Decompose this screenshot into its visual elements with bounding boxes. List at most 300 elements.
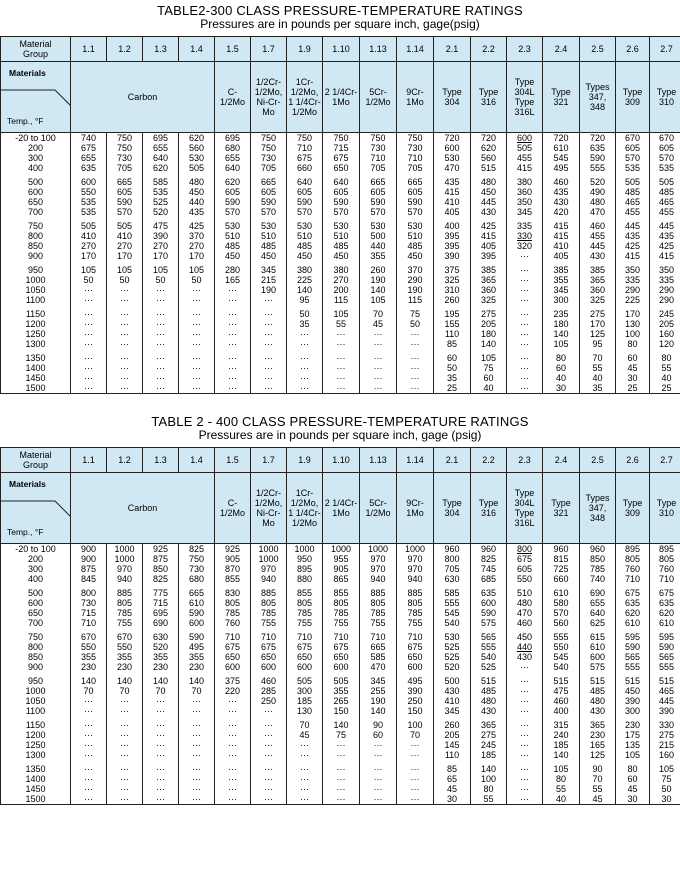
pressure-value: 640: [580, 608, 615, 618]
pressure-value: ···: [215, 295, 250, 305]
pressure-value: 755: [323, 618, 359, 628]
pressure-value: ···: [179, 740, 214, 750]
pressure-value: 635: [650, 598, 680, 608]
group-number: 2.4: [543, 37, 580, 62]
pressure-column: [71, 544, 107, 805]
material-group-label: Group: [1, 460, 70, 470]
pressure-value: 105: [616, 750, 649, 760]
pressure-value: 755: [287, 618, 322, 628]
pressure-value: ···: [323, 373, 359, 383]
pressure-value: ···: [71, 750, 106, 760]
pressure-value: 580: [543, 598, 579, 608]
pressure-value: 45: [360, 319, 396, 329]
pressure-value: ···: [107, 750, 142, 760]
pressure-value: 430: [471, 706, 506, 716]
pressure-value: 555: [543, 632, 579, 642]
pressure-value: 470: [434, 163, 470, 173]
pressure-value: 30: [616, 373, 649, 383]
pressure-value: 450: [616, 686, 649, 696]
pressure-value: ···: [251, 730, 286, 740]
pressure-value: 70: [107, 686, 142, 696]
pressure-value: 390: [650, 706, 680, 716]
pressure-value: 335: [616, 275, 649, 285]
material-name-line: 348: [580, 102, 615, 112]
pressure-value: 105: [107, 265, 142, 275]
pressure-column: [179, 544, 215, 805]
pressure-value: 960: [580, 544, 615, 554]
pressure-value: 620: [179, 133, 214, 143]
pressure-value: 425: [471, 221, 506, 231]
pressure-value: 725: [543, 564, 579, 574]
pressure-value: 485: [650, 187, 680, 197]
pressure-value: ···: [323, 784, 359, 794]
pressure-value: 515: [650, 676, 680, 686]
pressure-value: 570: [543, 608, 579, 618]
pressure-value: 675: [507, 554, 542, 564]
pressure-value: 140: [471, 764, 506, 774]
material-name: [360, 473, 397, 544]
pressure-value: 100: [397, 720, 433, 730]
group-number: 1.5: [215, 37, 251, 62]
pressure-value: 485: [616, 187, 649, 197]
group-number: 1.3: [143, 448, 179, 473]
pressure-value: 805: [107, 598, 142, 608]
pressure-value: 485: [580, 686, 615, 696]
material-name-line: 1Cr-: [287, 77, 322, 87]
pressure-value: 395: [471, 251, 506, 261]
pressure-value: ···: [143, 720, 178, 730]
temperature-value: 750: [1, 632, 70, 642]
pressure-value: 345: [251, 265, 286, 275]
ratings-data-row: [1, 544, 680, 805]
pressure-column: [215, 133, 251, 394]
temperature-value: 950: [1, 265, 70, 275]
pressure-value: 530: [397, 221, 433, 231]
pressure-value: ···: [215, 706, 250, 716]
pressure-value: 195: [434, 309, 470, 319]
pressure-value: 665: [251, 177, 286, 187]
pressure-value: 75: [650, 774, 680, 784]
pressure-value: 485: [215, 241, 250, 251]
pressure-value: 850: [580, 554, 615, 564]
pressure-value: 640: [215, 163, 250, 173]
pressure-value: 535: [616, 163, 649, 173]
group-number: 2.5: [580, 37, 616, 62]
pressure-value: 300: [543, 295, 579, 305]
pressure-value: 460: [580, 221, 615, 231]
pressure-value: 785: [323, 608, 359, 618]
pressure-value: 570: [616, 153, 649, 163]
pressure-value: 825: [179, 544, 214, 554]
material-name-line: Mo: [251, 107, 286, 117]
material-name-line: 1Cr-: [287, 488, 322, 498]
pressure-value: 570: [215, 207, 250, 217]
pressure-value: 290: [650, 295, 680, 305]
pressure-value: ···: [215, 784, 250, 794]
pressure-value: ···: [179, 720, 214, 730]
pressure-value: 805: [323, 598, 359, 608]
pressure-value: 410: [434, 197, 470, 207]
pressure-value: 610: [616, 618, 649, 628]
pressure-value: 425: [616, 241, 649, 251]
pressure-value: ···: [107, 373, 142, 383]
pressure-value: 410: [107, 231, 142, 241]
pressure-value: 635: [471, 588, 506, 598]
pressure-value: 530: [287, 221, 322, 231]
material-name-line: Ni-Cr-: [251, 508, 286, 518]
pressure-value: ···: [107, 730, 142, 740]
material-name-line: 347,: [580, 92, 615, 102]
pressure-value: 575: [580, 662, 615, 672]
material-name-line: 1/2Mo: [287, 518, 322, 528]
pressure-value: 530: [434, 632, 470, 642]
pressure-value: 510: [323, 231, 359, 241]
pressure-value: 45: [616, 363, 649, 373]
pressure-column: [543, 544, 580, 805]
pressure-value: ···: [507, 383, 542, 393]
pressure-value: ···: [71, 373, 106, 383]
material-name: [360, 62, 397, 133]
pressure-value: 445: [650, 221, 680, 231]
pressure-value: 150: [323, 706, 359, 716]
pressure-value: 415: [543, 231, 579, 241]
material-name: [251, 473, 287, 544]
pressure-value: 730: [107, 153, 142, 163]
pressure-value: 60: [471, 373, 506, 383]
pressure-value: ···: [71, 353, 106, 363]
pressure-value: 360: [507, 187, 542, 197]
temperature-value: 1200: [1, 730, 70, 740]
pressure-value: ···: [397, 339, 433, 349]
pressure-value: 675: [616, 588, 649, 598]
pressure-value: 425: [650, 241, 680, 251]
material-name: [471, 62, 507, 133]
pressure-value: 450: [471, 187, 506, 197]
pressure-value: 50: [287, 309, 322, 319]
pressure-value: 940: [397, 574, 433, 584]
pressure-value: ···: [71, 696, 106, 706]
pressure-value: 970: [397, 554, 433, 564]
temperature-value: 1150: [1, 720, 70, 730]
temperature-value: 1450: [1, 373, 70, 383]
pressure-value: 415: [616, 251, 649, 261]
pressure-value: ···: [251, 720, 286, 730]
pressure-value: 45: [580, 794, 615, 804]
pressure-value: ···: [507, 295, 542, 305]
pressure-value: 665: [360, 177, 396, 187]
pressure-column: [471, 544, 507, 805]
pressure-column: [323, 133, 360, 394]
pressure-value: 605: [287, 187, 322, 197]
temperature-value: -20 to 100: [1, 544, 70, 554]
material-name-line: 309: [616, 97, 649, 107]
pressure-value: 545: [434, 608, 470, 618]
group-number: 1.3: [143, 37, 179, 62]
pressure-value: 805: [397, 598, 433, 608]
pressure-value: 55: [471, 794, 506, 804]
material-name-line: 310: [650, 97, 680, 107]
pressure-value: 730: [360, 143, 396, 153]
pressure-value: 85: [434, 339, 470, 349]
pressure-value: 695: [143, 608, 178, 618]
pressure-value: 240: [543, 730, 579, 740]
material-name: [287, 62, 323, 133]
pressure-value: 540: [434, 618, 470, 628]
pressure-value: 140: [360, 285, 396, 295]
pressure-value: 600: [215, 662, 250, 672]
pressure-value: 90: [580, 764, 615, 774]
pressure-value: 355: [323, 686, 359, 696]
pressure-column: [580, 544, 616, 805]
pressure-value: 590: [251, 197, 286, 207]
material-name-line: 1Mo: [397, 508, 433, 518]
pressure-value: 875: [71, 564, 106, 574]
pressure-value: 455: [580, 231, 615, 241]
pressure-value: 70: [397, 730, 433, 740]
pressure-value: ···: [507, 275, 542, 285]
pressure-value: ···: [360, 750, 396, 760]
pressure-value: 260: [360, 265, 396, 275]
pressure-value: 105: [543, 764, 579, 774]
pressure-column: [215, 544, 251, 805]
pressure-value: 675: [397, 642, 433, 652]
pressure-value: 360: [580, 285, 615, 295]
pressure-value: 710: [397, 632, 433, 642]
pressure-value: 345: [507, 207, 542, 217]
temperature-value: 200: [1, 143, 70, 153]
pressure-value: ···: [107, 309, 142, 319]
pressure-value: 715: [323, 143, 359, 153]
pressure-value: ···: [179, 696, 214, 706]
group-number: 2.1: [434, 37, 471, 62]
pressure-value: 255: [360, 686, 396, 696]
pressure-value: 55: [650, 363, 680, 373]
pressure-value: 40: [543, 373, 579, 383]
pressure-value: 610: [179, 598, 214, 608]
pressure-value: ···: [143, 295, 178, 305]
temperature-value: 1350: [1, 764, 70, 774]
pressure-value: 235: [543, 309, 579, 319]
pressure-value: 570: [323, 207, 359, 217]
pressure-value: ···: [107, 319, 142, 329]
pressure-value: 400: [434, 221, 470, 231]
pressure-value: 40: [650, 373, 680, 383]
group-number: 1.1: [71, 37, 107, 62]
pressure-value: 895: [650, 544, 680, 554]
pressure-value: ···: [143, 319, 178, 329]
pressure-value: 850: [143, 564, 178, 574]
pressure-value: 230: [580, 730, 615, 740]
material-group-row: [1, 37, 680, 62]
pressure-value: 635: [71, 163, 106, 173]
pressure-value: 245: [650, 309, 680, 319]
temperature-value: 650: [1, 197, 70, 207]
pressure-value: 260: [434, 295, 470, 305]
pressure-value: 855: [323, 588, 359, 598]
material-group-label: Group: [1, 49, 70, 59]
pressure-value: 230: [107, 662, 142, 672]
pressure-value: 755: [251, 618, 286, 628]
pressure-value: 880: [287, 574, 322, 584]
pressure-value: 410: [71, 231, 106, 241]
pressure-value: 760: [650, 564, 680, 574]
pressure-value: 165: [580, 740, 615, 750]
pressure-value: 960: [434, 544, 470, 554]
pressure-value: ···: [143, 740, 178, 750]
pressure-value: 805: [287, 598, 322, 608]
material-name-line: Type: [507, 488, 542, 498]
pressure-value: 365: [471, 275, 506, 285]
pressure-value: 345: [360, 676, 396, 686]
pressure-value: ···: [360, 329, 396, 339]
pressure-value: 750: [360, 133, 396, 143]
pressure-value: ···: [360, 740, 396, 750]
pressure-value: 185: [471, 750, 506, 760]
pressure-value: 430: [471, 207, 506, 217]
pressure-value: 550: [71, 187, 106, 197]
table-300-title: TABLE2-300 CLASS PRESSURE-TEMPERATURE RATINGS: [0, 4, 680, 18]
pressure-value: 640: [287, 177, 322, 187]
pressure-value: 310: [434, 285, 470, 295]
pressure-value: 625: [580, 618, 615, 628]
pressure-value: 610: [543, 143, 579, 153]
pressure-value: ···: [215, 794, 250, 804]
pressure-value: 760: [616, 564, 649, 574]
pressure-value: 230: [143, 662, 178, 672]
pressure-value: 80: [543, 774, 579, 784]
material-name-line: 9Cr-: [397, 498, 433, 508]
pressure-value: 785: [251, 608, 286, 618]
pressure-value: 715: [71, 608, 106, 618]
pressure-value: 675: [71, 143, 106, 153]
temperature-value: 700: [1, 618, 70, 628]
pressure-value: 450: [287, 251, 322, 261]
pressure-value: 600: [323, 662, 359, 672]
pressure-value: ···: [507, 774, 542, 784]
pressure-value: 750: [251, 133, 286, 143]
pressure-column: [616, 133, 650, 394]
pressure-value: 290: [616, 285, 649, 295]
pressure-value: 590: [287, 197, 322, 207]
pressure-value: ···: [251, 295, 286, 305]
pressure-value: 600: [287, 662, 322, 672]
pressure-value: 80: [543, 353, 579, 363]
pressure-value: 110: [434, 750, 470, 760]
pressure-value: ···: [360, 363, 396, 373]
pressure-column: [397, 544, 434, 805]
pressure-value: 590: [616, 642, 649, 652]
material-name: [543, 473, 580, 544]
pressure-value: 570: [287, 207, 322, 217]
pressure-value: ···: [215, 383, 250, 393]
pressure-value: 505: [323, 676, 359, 686]
pressure-value: 600: [507, 133, 542, 143]
pressure-value: 85: [434, 764, 470, 774]
material-name: [650, 62, 680, 133]
pressure-value: 215: [650, 740, 680, 750]
pressure-value: 40: [543, 794, 579, 804]
pressure-value: ···: [251, 319, 286, 329]
temperature-value: 1100: [1, 295, 70, 305]
pressure-value: 350: [616, 265, 649, 275]
pressure-value: ···: [251, 329, 286, 339]
pressure-value: 325: [471, 295, 506, 305]
material-group-header: [1, 37, 71, 62]
pressure-value: 565: [616, 652, 649, 662]
pressure-value: ···: [215, 764, 250, 774]
pressure-value: ···: [507, 740, 542, 750]
pressure-value: 405: [434, 207, 470, 217]
pressure-value: ···: [71, 706, 106, 716]
pressure-value: 670: [107, 632, 142, 642]
pressure-value: 675: [287, 153, 322, 163]
pressure-value: ···: [507, 329, 542, 339]
group-number: 1.14: [397, 448, 434, 473]
pressure-value: 940: [251, 574, 286, 584]
pressure-value: 230: [71, 662, 106, 672]
pressure-value: 705: [360, 163, 396, 173]
pressure-value: 800: [507, 544, 542, 554]
pressure-value: 865: [323, 574, 359, 584]
temperature-value: 1400: [1, 774, 70, 784]
temperature-value: 1150: [1, 309, 70, 319]
pressure-value: 800: [71, 588, 106, 598]
material-group-label: Material: [1, 450, 70, 460]
pressure-value: 690: [143, 618, 178, 628]
pressure-value: ···: [287, 784, 322, 794]
material-name-line: 304: [434, 97, 470, 107]
pressure-value: 675: [215, 642, 250, 652]
pressure-value: 960: [543, 544, 579, 554]
pressure-value: ···: [215, 696, 250, 706]
material-name-line: Type: [650, 87, 680, 97]
temperature-value: 200: [1, 554, 70, 564]
pressure-value: 885: [251, 588, 286, 598]
material-name: [543, 62, 580, 133]
pressure-value: 105: [143, 265, 178, 275]
pressure-value: ···: [143, 794, 178, 804]
pressure-value: 555: [434, 598, 470, 608]
pressure-column: [397, 133, 434, 394]
pressure-value: ···: [251, 740, 286, 750]
pressure-value: ···: [179, 730, 214, 740]
pressure-value: 525: [471, 662, 506, 672]
pressure-value: ···: [71, 319, 106, 329]
pressure-value: ···: [360, 764, 396, 774]
pressure-value: ···: [71, 383, 106, 393]
material-name-line: 310: [650, 508, 680, 518]
pressure-value: 270: [179, 241, 214, 251]
pressure-value: 105: [360, 295, 396, 305]
material-name: [650, 473, 680, 544]
pressure-value: 270: [71, 241, 106, 251]
pressure-value: 730: [179, 564, 214, 574]
material-name-line: Types: [580, 82, 615, 92]
pressure-value: ···: [251, 794, 286, 804]
material-name-line: Type: [507, 508, 542, 518]
pressure-value: 465: [650, 197, 680, 207]
material-name-line: 1Mo: [323, 508, 359, 518]
group-number: 2.5: [580, 448, 616, 473]
pressure-value: 110: [434, 329, 470, 339]
pressure-value: 555: [471, 642, 506, 652]
pressure-value: 30: [650, 794, 680, 804]
group-number: 1.13: [360, 448, 397, 473]
pressure-value: ···: [179, 774, 214, 784]
pressure-value: 590: [650, 642, 680, 652]
pressure-value: ···: [287, 740, 322, 750]
pressure-value: ···: [215, 319, 250, 329]
